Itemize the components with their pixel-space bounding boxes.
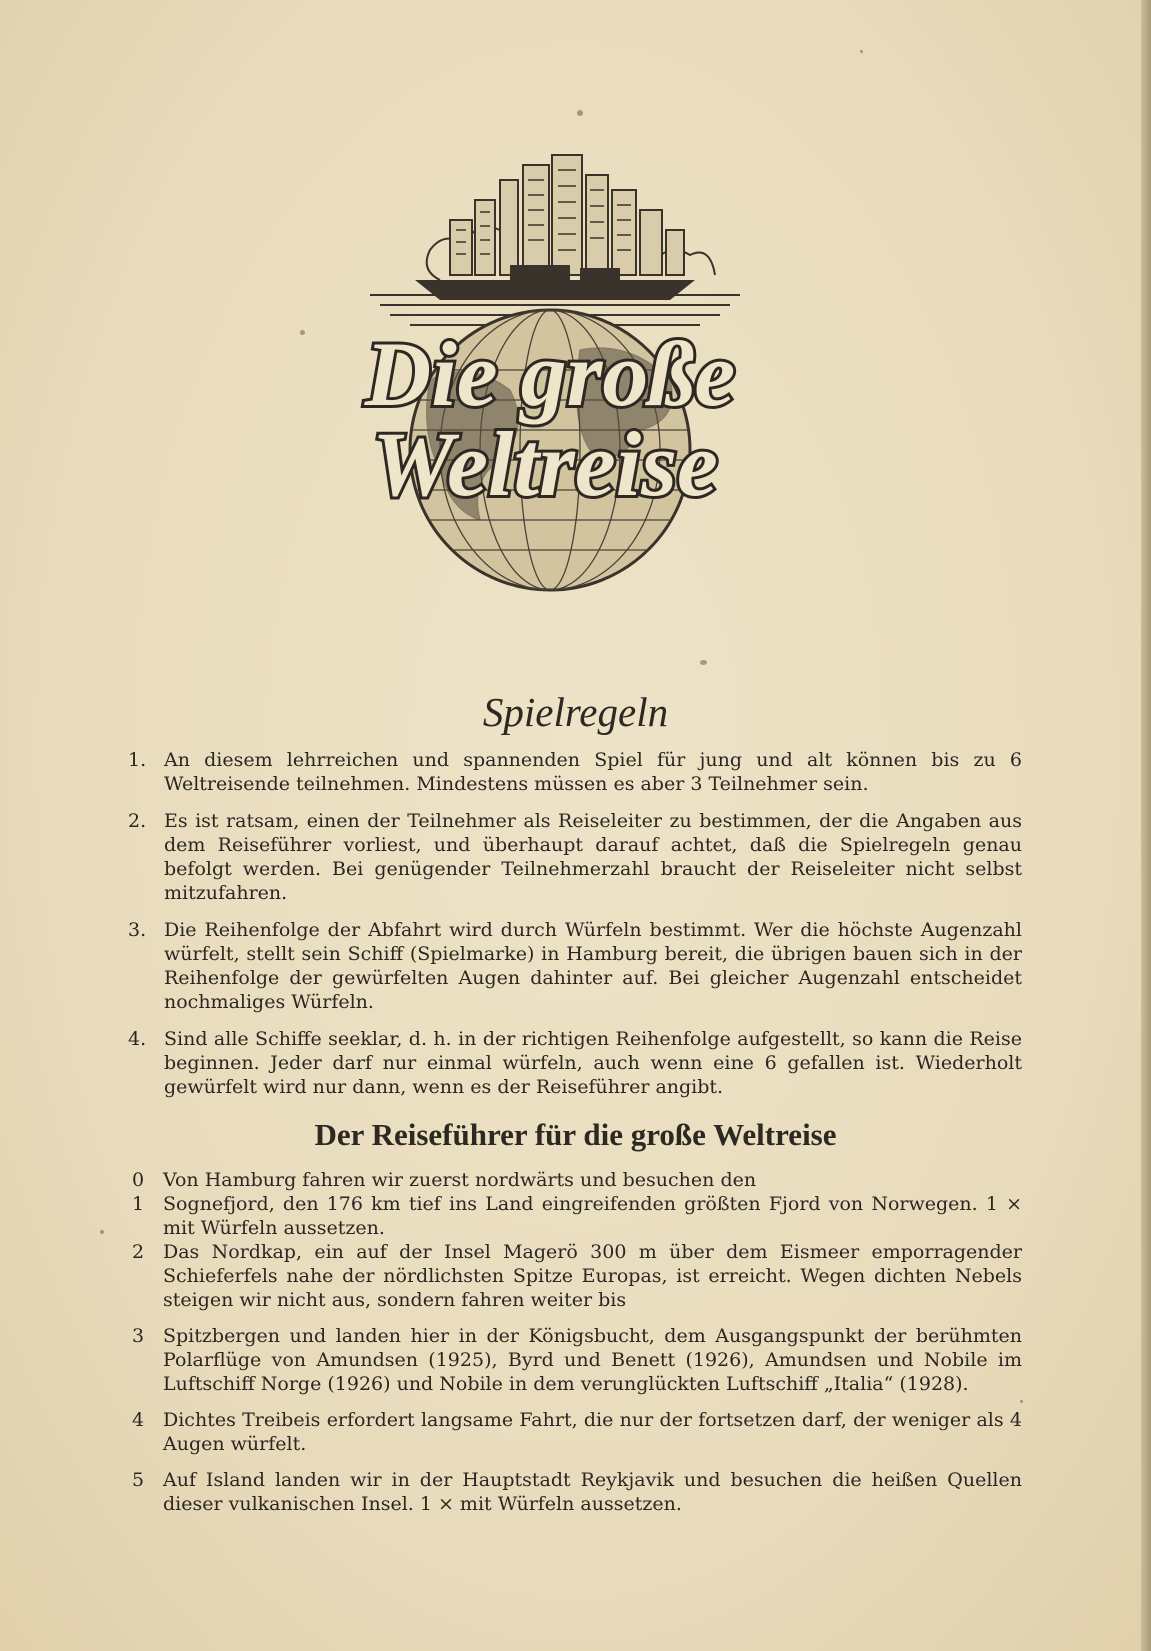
- guide-entry: [132, 1408, 1022, 1456]
- game-logo: [290, 150, 860, 630]
- rule-item: [128, 918, 1022, 1014]
- guide-field-number: 3: [132, 1325, 145, 1347]
- guide-entry: [132, 1324, 1022, 1396]
- guide-entry: [132, 1468, 1022, 1516]
- guide-entry-text: Auf Island landen wir in der Hauptstadt Reykjavik und besuchen die heißen Quellen dieser vulkanischen Insel. 1 × mit Würfeln aussetzen.: [163, 1469, 1022, 1515]
- entry-spacer: [132, 1456, 1022, 1468]
- guide-field-number: 0: [132, 1169, 145, 1191]
- guide-entry-text: Von Hamburg fahren wir zuerst nordwärts und besuchen den: [163, 1169, 757, 1191]
- guide-entry-text: Sognefjord, den 176 km tief ins Land eingreifenden größten Fjord von Norwegen. 1 × mit Würfeln aussetzen.: [163, 1193, 1022, 1239]
- rule-number: 1.: [128, 749, 147, 771]
- guide-entry: [132, 1192, 1022, 1240]
- rule-item: [128, 748, 1022, 796]
- paper-edge: [1141, 0, 1151, 1651]
- guide-entry: [132, 1168, 1022, 1192]
- rules-heading: Spielregeln: [482, 689, 669, 735]
- rule-item: [128, 1027, 1022, 1099]
- paper-speck: [860, 50, 863, 53]
- guide-entry: [132, 1240, 1022, 1312]
- logo-title-line2: Weltreise: [372, 413, 718, 515]
- paper-speck: [100, 1230, 104, 1234]
- entry-spacer: [132, 1396, 1022, 1408]
- guide-heading: Der Reiseführer für die große Weltreise: [314, 1117, 837, 1152]
- city-skyline-icon: [427, 155, 715, 280]
- rule-text: Es ist ratsam, einen der Teilnehmer als Reiseleiter zu bestimmen, der die Angaben aus dem Reiseführer vorliest, und überhaupt darauf achtet, daß die Spielregeln genau befolgt werden. Bei genügender Teilnehmerzahl braucht der Reiseleiter nicht selbst mitzufahren.: [164, 810, 1022, 904]
- guide-entry-text: Spitzbergen und landen hier in der Königsbucht, dem Ausgangspunkt der berühmten Polarflüge von Amundsen (1925), Byrd und Benett (1926), Amundsen und Nobile im Luftschiff Norge (1926) und Nobile in dem verunglückten Luftschiff „Italia“ (1928).: [163, 1325, 1022, 1395]
- guide-field-number: 1: [132, 1193, 145, 1215]
- rule-number: 4.: [128, 1028, 147, 1050]
- rule-item: [128, 809, 1022, 905]
- rules-list: [128, 748, 1022, 1112]
- guide-entry-text: Dichtes Treibeis erfordert langsame Fahrt, die nur der fortsetzen darf, der weniger als 4 Augen würfelt.: [163, 1409, 1022, 1455]
- rule-text: Sind alle Schiffe seeklar, d. h. in der richtigen Reihenfolge aufgestellt, so kann die Reise beginnen. Jeder darf nur einmal würfeln, auch wenn eine 6 gefallen ist. Wiederholt gewürfelt wird nur dann, wenn es der Reiseführer angibt.: [164, 1028, 1022, 1098]
- paper-speck: [577, 110, 583, 116]
- logo-title-line1: Die große: [364, 323, 736, 425]
- guide-field-number: 4: [132, 1409, 145, 1431]
- rule-text: Die Reihenfolge der Abfahrt wird durch Würfeln bestimmt. Wer die höchste Augenzahl würfelt, stellt sein Schiff (Spielmarke) in Hamburg bereit, die übrigen bauen sich in der Reihenfolge der gewürfelten Augen dahinter auf. Bei gleicher Augenzahl entscheidet nochmaliges Würfeln.: [164, 919, 1022, 1013]
- entry-spacer: [132, 1312, 1022, 1324]
- rule-number: 2.: [128, 810, 147, 832]
- guide-list: [132, 1168, 1022, 1516]
- guide-field-number: 2: [132, 1241, 145, 1263]
- guide-field-number: 5: [132, 1469, 145, 1491]
- rule-number: 3.: [128, 919, 147, 941]
- guide-entry-text: Das Nordkap, ein auf der Insel Magerö 300 m über dem Eismeer emporragender Schieferfels nahe der nördlichsten Spitze Europas, ist erreicht. Wegen dichten Nebels steigen wir nicht aus, sondern fahren weiter bis: [163, 1241, 1022, 1311]
- paper-speck: [700, 660, 707, 665]
- rule-text: An diesem lehrreichen und spannenden Spiel für jung und alt können bis zu 6 Weltreisende teilnehmen. Mindestens müssen es aber 3 Teilnehmer sein.: [164, 749, 1022, 795]
